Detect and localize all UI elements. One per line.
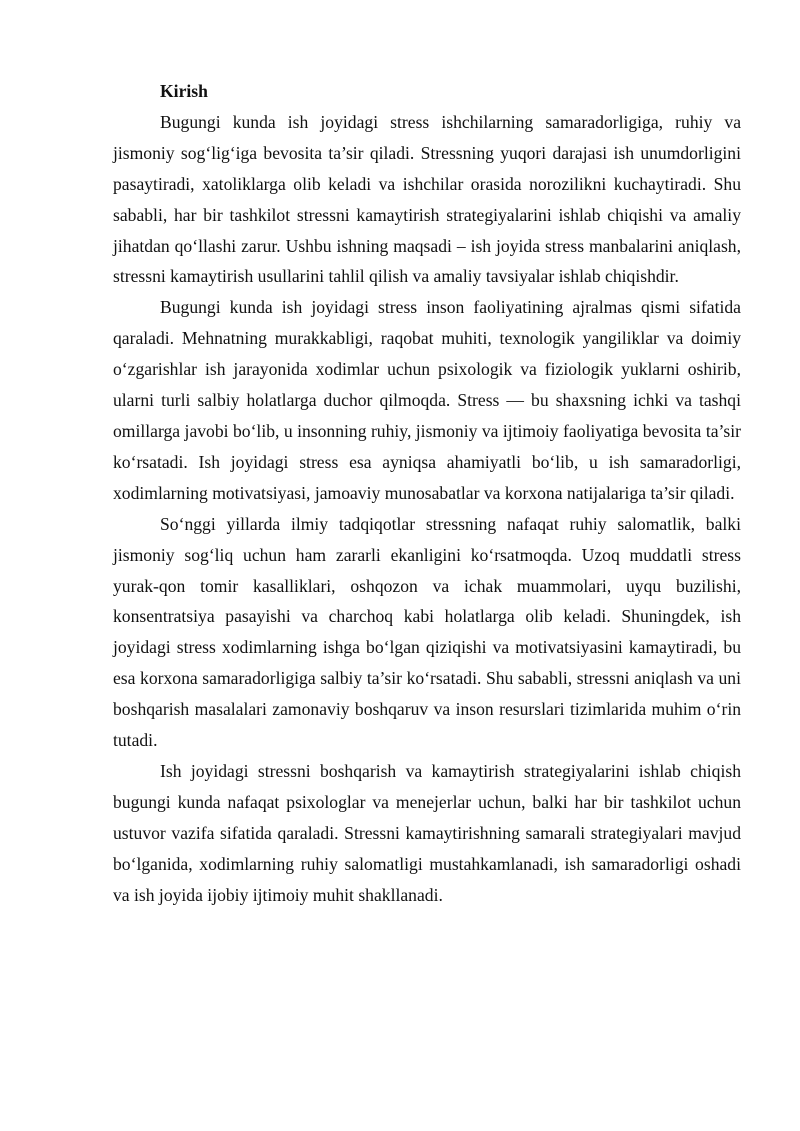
paragraph-4: Ish joyidagi stressni boshqarish va kamaytirish strategiyalarini ishlab chiqish bugungi kunda nafaqat psixologlar va menejerlar uchun, balki har bir tashkilot uchun ustuvor vazifa sifatida qaraladi. Stressni kamaytirishning samarali strategiyalari mavjud bo‘lganida, xodimlarning ruhiy salomatligi mustahkamlanadi, ish samaradorligi oshadi va ish joyida ijobiy ijtimoiy muhit shakllanadi. — [113, 760, 741, 905]
paragraph-3: So‘nggi yillarda ilmiy tadqiqotlar stressning nafaqat ruhiy salomatlik, balki jismoniy sog‘liq uchun ham zararli ekanligini ko‘rsatmoqda. Uzoq muddatli stress yurak-qon tomir kasalliklari, oshqozon va ichak muammolari, uyqu buzilishi, konsentratsiya pasayishi va charchoq kabi holatlarga olib keladi. Shuningdek, ish joyidagi stress xodimlarning ishga bo‘lgan qiziqishi va motivatsiyasini kamaytiradi, bu esa korxona samaradorligiga salbiy ta’sir ko‘rsatadi. Shu sababli, stressni aniqlash va uni boshqarish masalalari zamonaviy boshqaruv va inson resurslari tizimlarida muhim o‘rin tutadi. — [113, 513, 741, 751]
paragraph-2: Bugungi kunda ish joyidagi stress inson faoliyatining ajralmas qismi sifatida qaraladi. Mehnatning murakkabligi, raqobat muhiti, texnologik yangiliklar va doimiy o‘zgarishlar ish jarayonida xodimlar uchun psixologik va fiziologik yuklarni oshirib, ularni turli salbiy holatlarga duchor qilmoqda. Stress — bu shaxsning ichki va tashqi omillarga javobi bo‘lib, u insonning ruhiy, jismoniy va ijtimoiy faoliyatiga bevosita ta’sir ko‘rsatadi. Ish joyidagi stress esa ayniqsa ahamiyatli bo‘lib, u ish samaradorligi, xodimlarning motivatsiyasi, jamoaviy munosabatlar va korxona natijalariga ta’sir qiladi. — [113, 297, 741, 503]
document-body — [113, 76, 741, 910]
paragraph-1: Bugungi kunda ish joyidagi stress ishchilarning samaradorligiga, ruhiy va jismoniy sog‘lig‘iga bevosita ta’sir qiladi. Stressning yuqori darajasi ish unumdorligini pasaytiradi, xatoliklarga olib keladi va ishchilar orasida norozilikni kuchaytiradi. Shu sababli, har bir tashkilot stressni kamaytirish strategiyalarini ishlab chiqishi va amaliy jihatdan qo‘llashi zarur. Ushbu ishning maqsadi – ish joyida stress manbalarini aniqlash, stressni kamaytirish usullarini tahlil qilish va amaliy tavsiyalar ishlab chiqishdir. — [113, 111, 741, 287]
section-heading: Kirish — [160, 81, 208, 101]
